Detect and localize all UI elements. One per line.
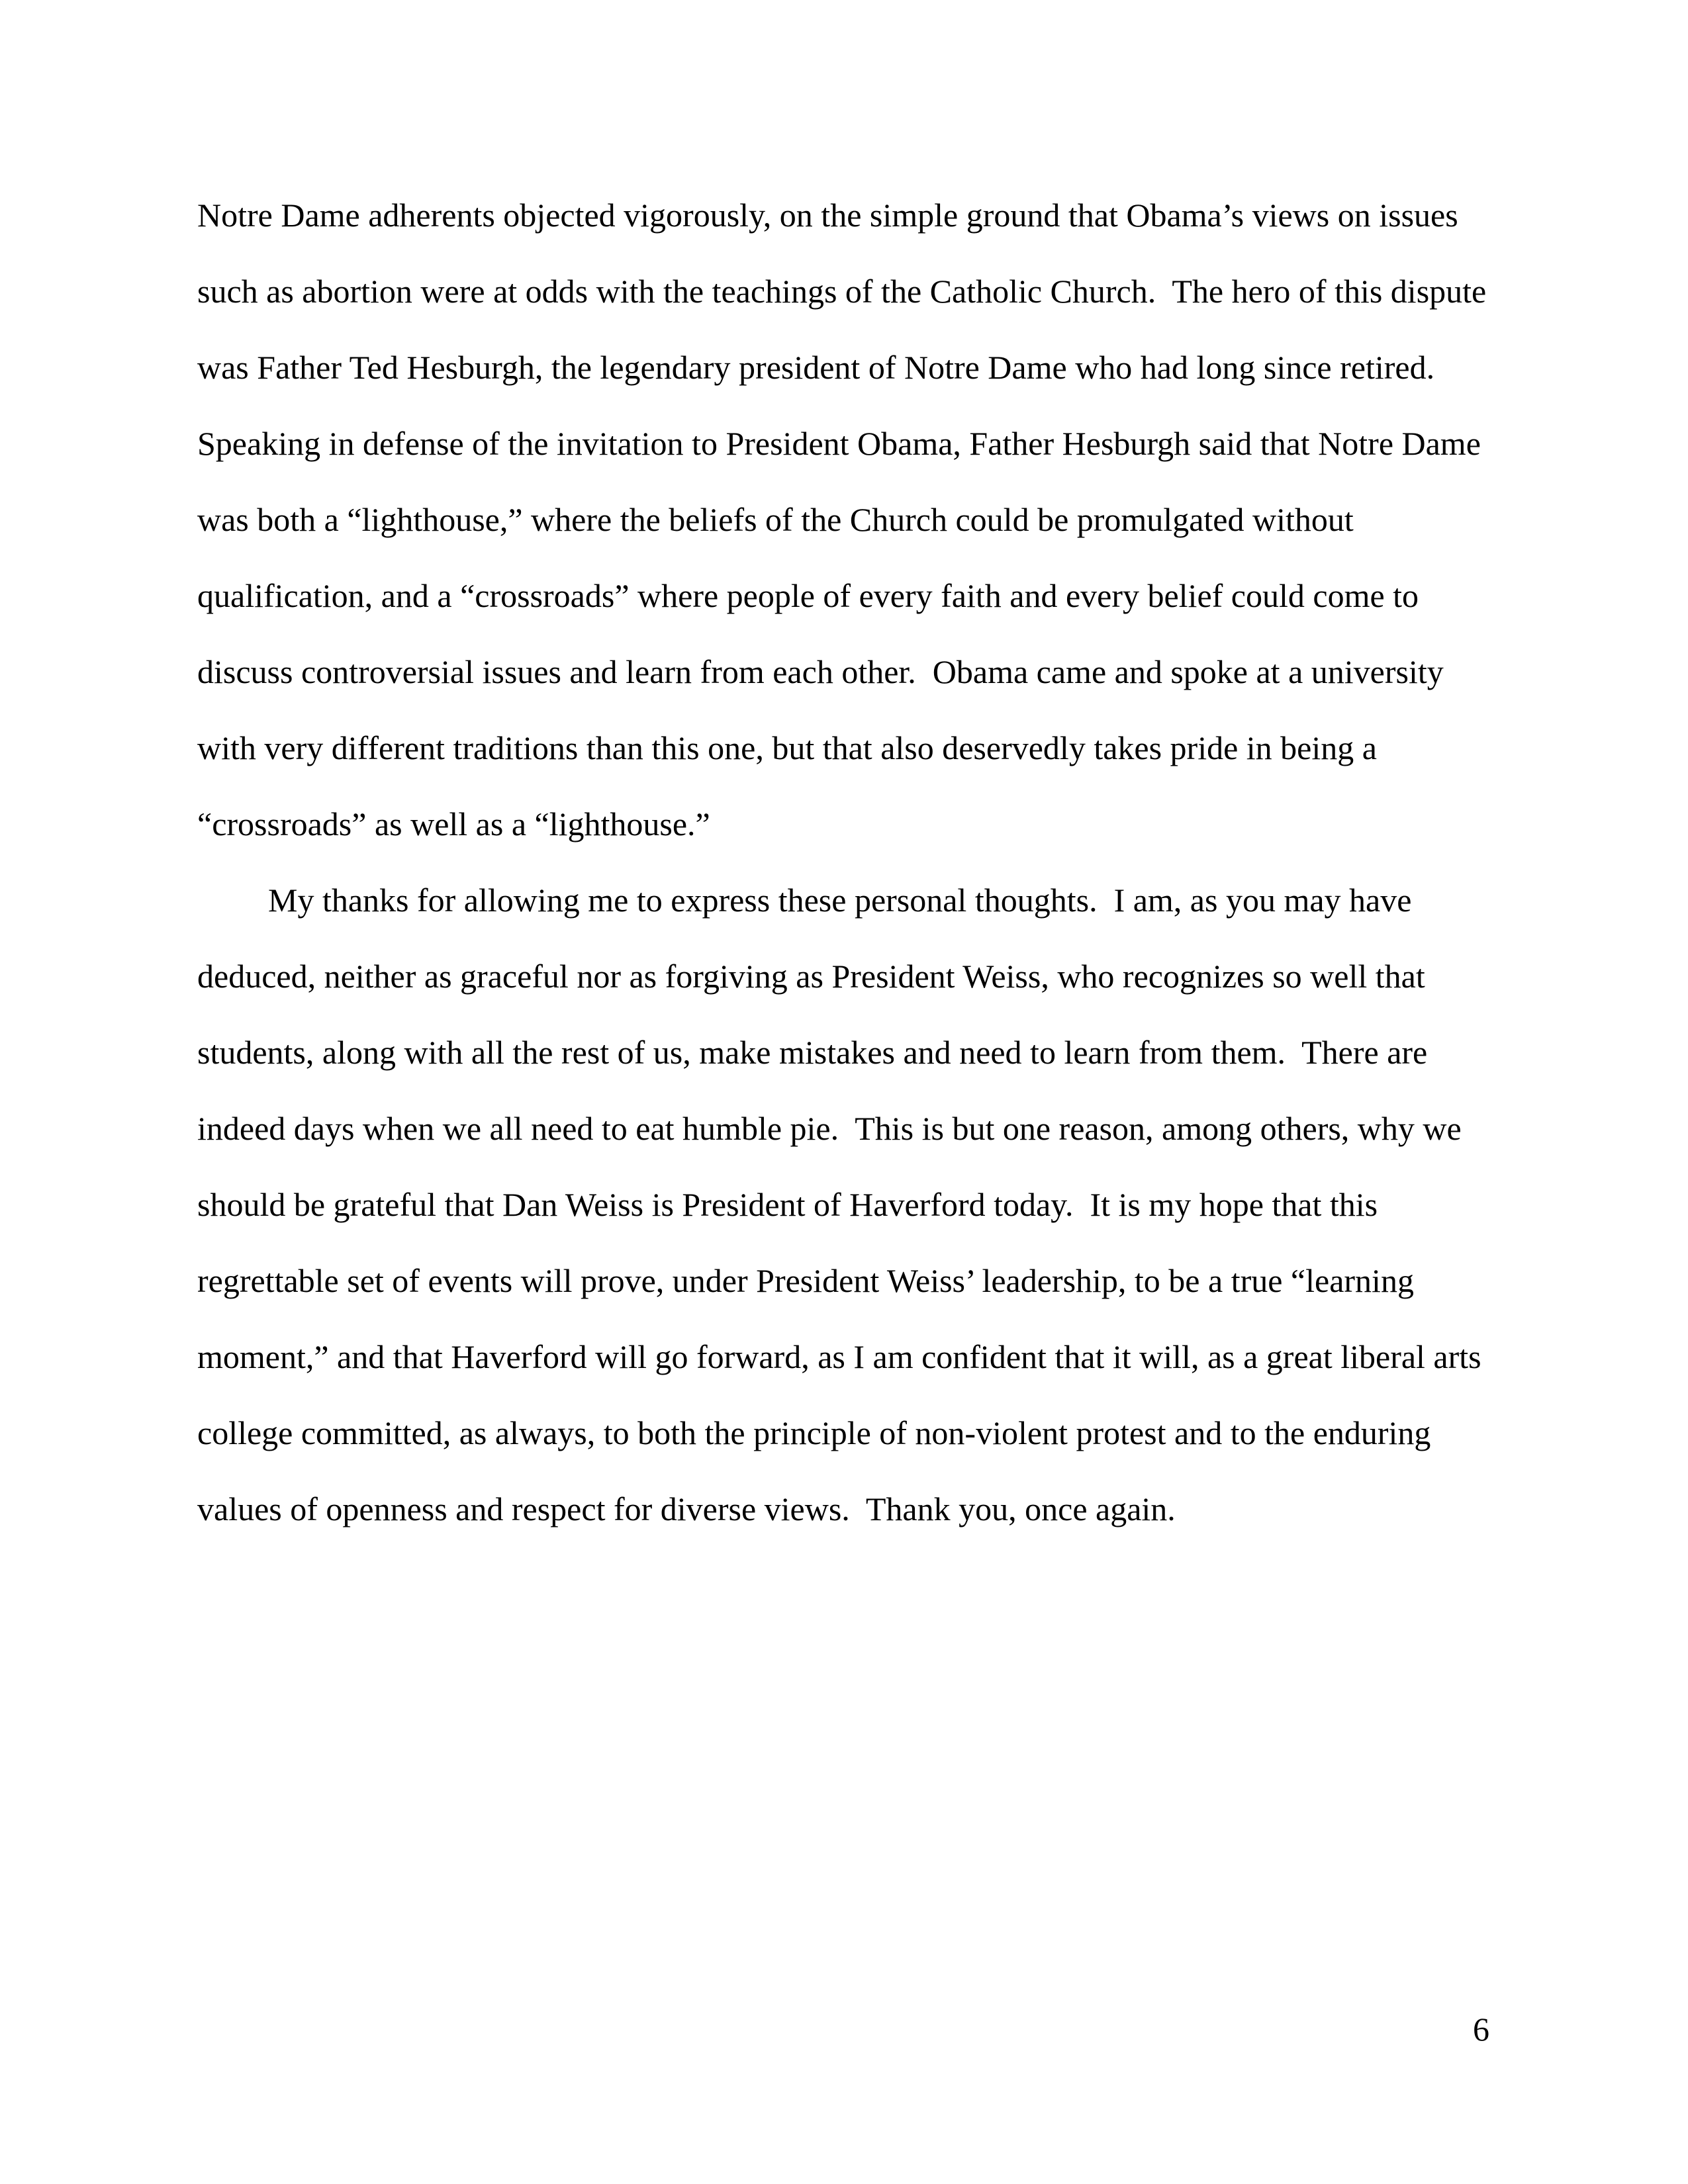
text-line: college committed, as always, to both the principle of non-violent protest and to the enduring: [197, 1414, 1431, 1451]
text-line: Speaking in defense of the invitation to President Obama, Father Hesburgh said that Notre Dame: [197, 425, 1481, 462]
text-line: My thanks for allowing me to express these personal thoughts. I am, as you may have: [268, 882, 1412, 919]
text-line: values of openness and respect for diverse views. Thank you, once again.: [197, 1490, 1176, 1527]
text-line: moment,” and that Haverford will go forward, as I am confident that it will, as a great liberal arts: [197, 1338, 1481, 1375]
document-body: [197, 177, 1489, 1547]
paragraph-2: [197, 862, 1489, 1547]
text-line: should be grateful that Dan Weiss is President of Haverford today. It is my hope that this: [197, 1186, 1378, 1223]
text-line: regrettable set of events will prove, under President Weiss’ leadership, to be a true “learning: [197, 1262, 1414, 1299]
text-line: with very different traditions than this one, but that also deservedly takes pride in being a: [197, 729, 1377, 766]
text-line: discuss controversial issues and learn from each other. Obama came and spoke at a university: [197, 653, 1444, 690]
text-line: such as abortion were at odds with the teachings of the Catholic Church. The hero of this dispute: [197, 273, 1487, 310]
text-line: Notre Dame adherents objected vigorously, on the simple ground that Obama’s views on issues: [197, 197, 1458, 234]
text-line: qualification, and a “crossroads” where people of every faith and every belief could come to: [197, 577, 1419, 614]
paragraph-1: [197, 177, 1489, 862]
text-line: deduced, neither as graceful nor as forgiving as President Weiss, who recognizes so well that: [197, 958, 1425, 995]
text-line: was Father Ted Hesburgh, the legendary president of Notre Dame who had long since retired.: [197, 349, 1435, 386]
text-line: was both a “lighthouse,” where the beliefs of the Church could be promulgated without: [197, 501, 1354, 538]
page-number: 6: [1473, 2011, 1489, 2048]
text-line: students, along with all the rest of us, make mistakes and need to learn from them. There are: [197, 1034, 1428, 1071]
text-line: indeed days when we all need to eat humble pie. This is but one reason, among others, why we: [197, 1110, 1462, 1147]
text-line: “crossroads” as well as a “lighthouse.”: [197, 805, 710, 842]
